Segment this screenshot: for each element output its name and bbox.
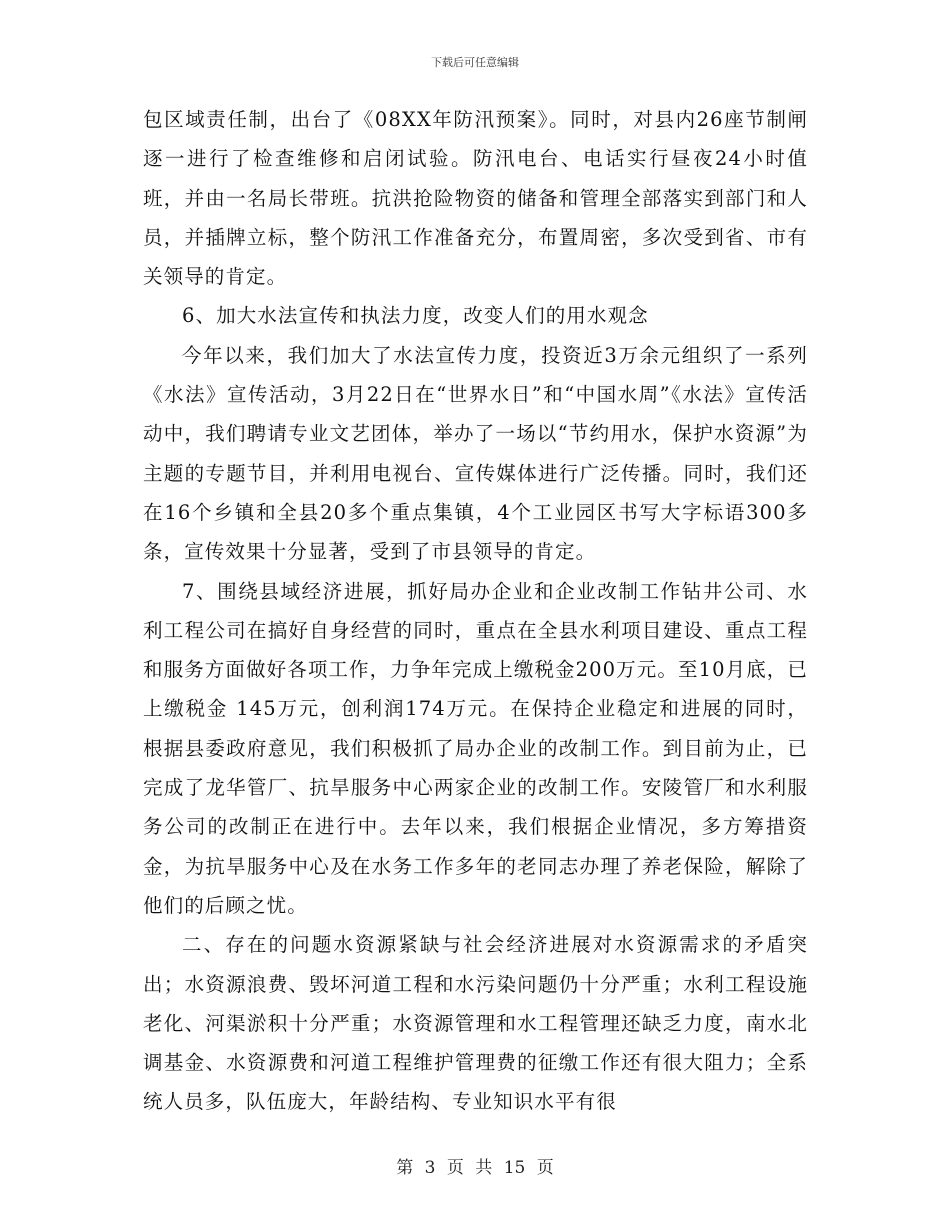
page-number: 第 3 页 共 15 页 [396, 1158, 554, 1178]
section-heading-6: 6、加大水法宣传和执法力度，改变人们的用水观念 [182, 304, 649, 328]
paragraph-1: 包区域责任制，出台了《08XX年防汛预案》。同时，对县内26座节制闸逐一进行了检查维修和启闭试验。防汛电台、电话实行昼夜24小时值班，并由一名局长带班。抗洪抢险物资的储备和管理全部落实到部门和人员，并插牌立标，整个防汛工作准备充分，布置周密，多次受到省、市有关领导的肯定。 [143, 108, 808, 289]
paragraph-problems: 二、存在的问题水资源紧缺与社会经济进展对水资源需求的矛盾突出；水资源浪费、毁坏河道工程和水污染问题仍十分严重；水利工程设施老化、河渠淤积十分严重；水资源管理和水工程管理还缺乏力度，南水北调基金、水资源费和河道工程维护管理费的征缴工作还有很大阻力；全系统人员多，队伍庞大，年龄结构、专业知识水平有很 [143, 933, 808, 1114]
paragraph-enterprise-reform: 7、围绕县域经济进展，抓好局办企业和企业改制工作钻井公司、水利工程公司在搞好自身经营的同时，重点在全县水利项目建设、重点工程和服务方面做好各项工作，力争年完成上缴税金200万元。至10月底，已上缴税金 145万元，创利润174万元。在保持企业稳定和进展的同时，根据县委政府意见，我们积极抓了局办企业的改制工作。到目前为止，已完成了龙华管厂、抗旱服务中心两家企业的改制工作。安陵管厂和水利服务公司的改制正在进行中。去年以来，我们根据企业情况，多方筹措资金，为抗旱服务中心及在水务工作多年的老同志办理了养老保险，解除了他们的后顾之忧。 [143, 579, 808, 917]
page-header: 下载后可任意编辑 [431, 56, 519, 69]
paragraph-water-law: 今年以来，我们加大了水法宣传力度，投资近3万余元组织了一系列《水法》宣传活动，3月22日在“世界水日”和“中国水周”《水法》宣传活动中，我们聘请专业文艺团体，举办了一场以“节约用水，保护水资源”为主题的专题节目，并利用电视台、宣传媒体进行广泛传播。同时，我们还在16个乡镇和全县20多个重点集镇，4个工业园区书写大字标语300多条，宣传效果十分显著，受到了市县领导的肯定。 [143, 343, 808, 564]
document-body [143, 100, 808, 1122]
